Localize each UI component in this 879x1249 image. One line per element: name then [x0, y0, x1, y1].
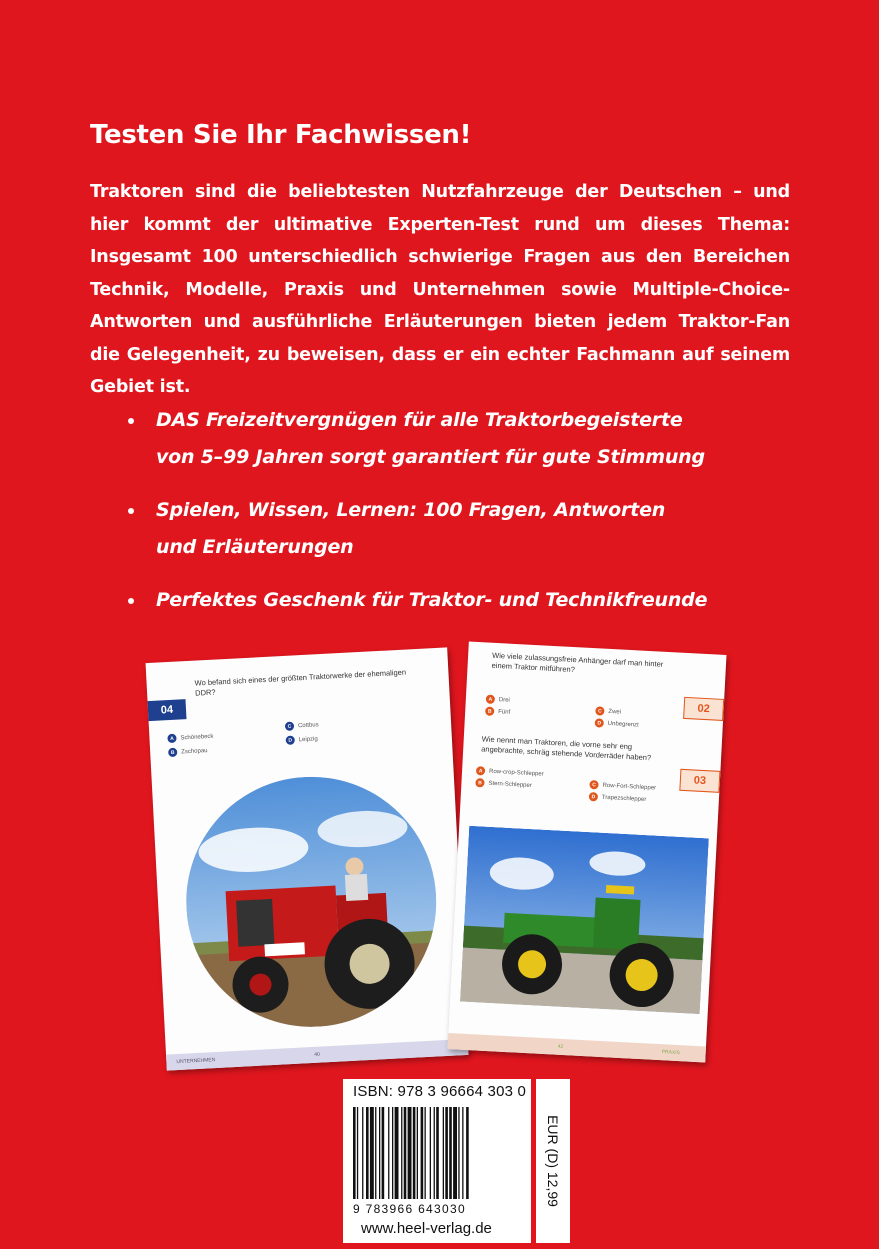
isbn-label: ISBN: 978 3 96664 303 0: [353, 1083, 527, 1100]
answer-option: D Trapezschlepper: [589, 792, 647, 804]
answer-option: A Row-crop-Schlepper: [476, 766, 544, 779]
question-text: Wie viele zulassungsfreie Anhänger darf man hinter einem Traktor mitführen?: [491, 650, 664, 675]
headline: Testen Sie Ihr Fachwissen!: [90, 120, 472, 150]
answer-option: B Fünf: [485, 706, 510, 716]
answer-option: B Stern-Schlepper: [475, 778, 532, 790]
barcode-icon: [349, 1107, 525, 1199]
feature-line: Perfektes Geschenk für Traktor- und Technikfreunde: [156, 589, 708, 611]
bullet-icon: [128, 508, 134, 514]
question-number: 02: [683, 697, 724, 721]
quiz-card-left: [146, 647, 469, 1070]
answer-option: A Schönebeck: [167, 732, 213, 743]
bullet-icon: [128, 598, 134, 604]
card-footer: 42 PRAXIS: [448, 1033, 706, 1062]
tractor-photo-green: [460, 826, 709, 1014]
price-block: [536, 1079, 570, 1243]
answer-option: C Zwei: [595, 706, 621, 716]
answer-option: C Cottbus: [285, 720, 319, 731]
answer-option: D Leipzig: [286, 734, 318, 745]
publisher-url: www.heel-verlag.de: [361, 1220, 492, 1237]
answer-option: C Row-Fort-Schlepper: [589, 780, 656, 792]
feature-line: DAS Freizeitvergnügen für alle Traktorbegeisterte: [156, 409, 683, 431]
feature-item: [124, 402, 804, 476]
feature-line: Spielen, Wissen, Lernen: 100 Fragen, Antworten: [156, 499, 666, 521]
feature-item: [124, 582, 804, 619]
barcode-number: 9 783966 643030: [353, 1202, 466, 1216]
question-number: 04: [148, 699, 187, 721]
answer-option: A Drei: [486, 695, 510, 705]
quiz-card-right: [448, 642, 727, 1063]
feature-line: von 5–99 Jahren sorgt garantiert für gute Stimmung: [156, 446, 705, 468]
intro-paragraph: Traktoren sind die beliebtesten Nutzfahrzeuge der Deutschen – und hier kommt der ultimative Experten-Test rund um dieses Thema: Insgesamt 100 unterschiedlich schwierige Fragen aus den Bereichen Technik, Modelle, Praxis und Unternehmen sowie Multiple-Choice-Antworten und ausführliche Erläuterungen bieten jedem Traktor-Fan die Gelegenheit, zu beweisen, dass er ein echter Fachmann auf seinem Gebiet ist.: [90, 182, 790, 397]
barcode-block: [343, 1079, 531, 1243]
question-text: Wie nennt man Traktoren, die vorne sehr eng angebrachte, schräg stehende Vorderräder haben?: [481, 734, 652, 763]
feature-line: und Erläuterungen: [156, 536, 354, 558]
tractor-photo-red: [180, 770, 443, 1033]
card-footer: UNTERNEHMEN 40: [166, 1039, 468, 1071]
bullet-icon: [128, 418, 134, 424]
question-number: 03: [679, 769, 720, 793]
answer-option: B Zschopau: [168, 746, 208, 757]
answer-option: D Unbegrenzt: [595, 718, 639, 729]
question-text: Wo befand sich eines der größten Traktorwerke der ehemaligen DDR?: [194, 667, 407, 698]
price-label: EUR (D) 12,99: [545, 1115, 561, 1207]
feature-item: [124, 492, 804, 566]
feature-list: [124, 402, 804, 635]
